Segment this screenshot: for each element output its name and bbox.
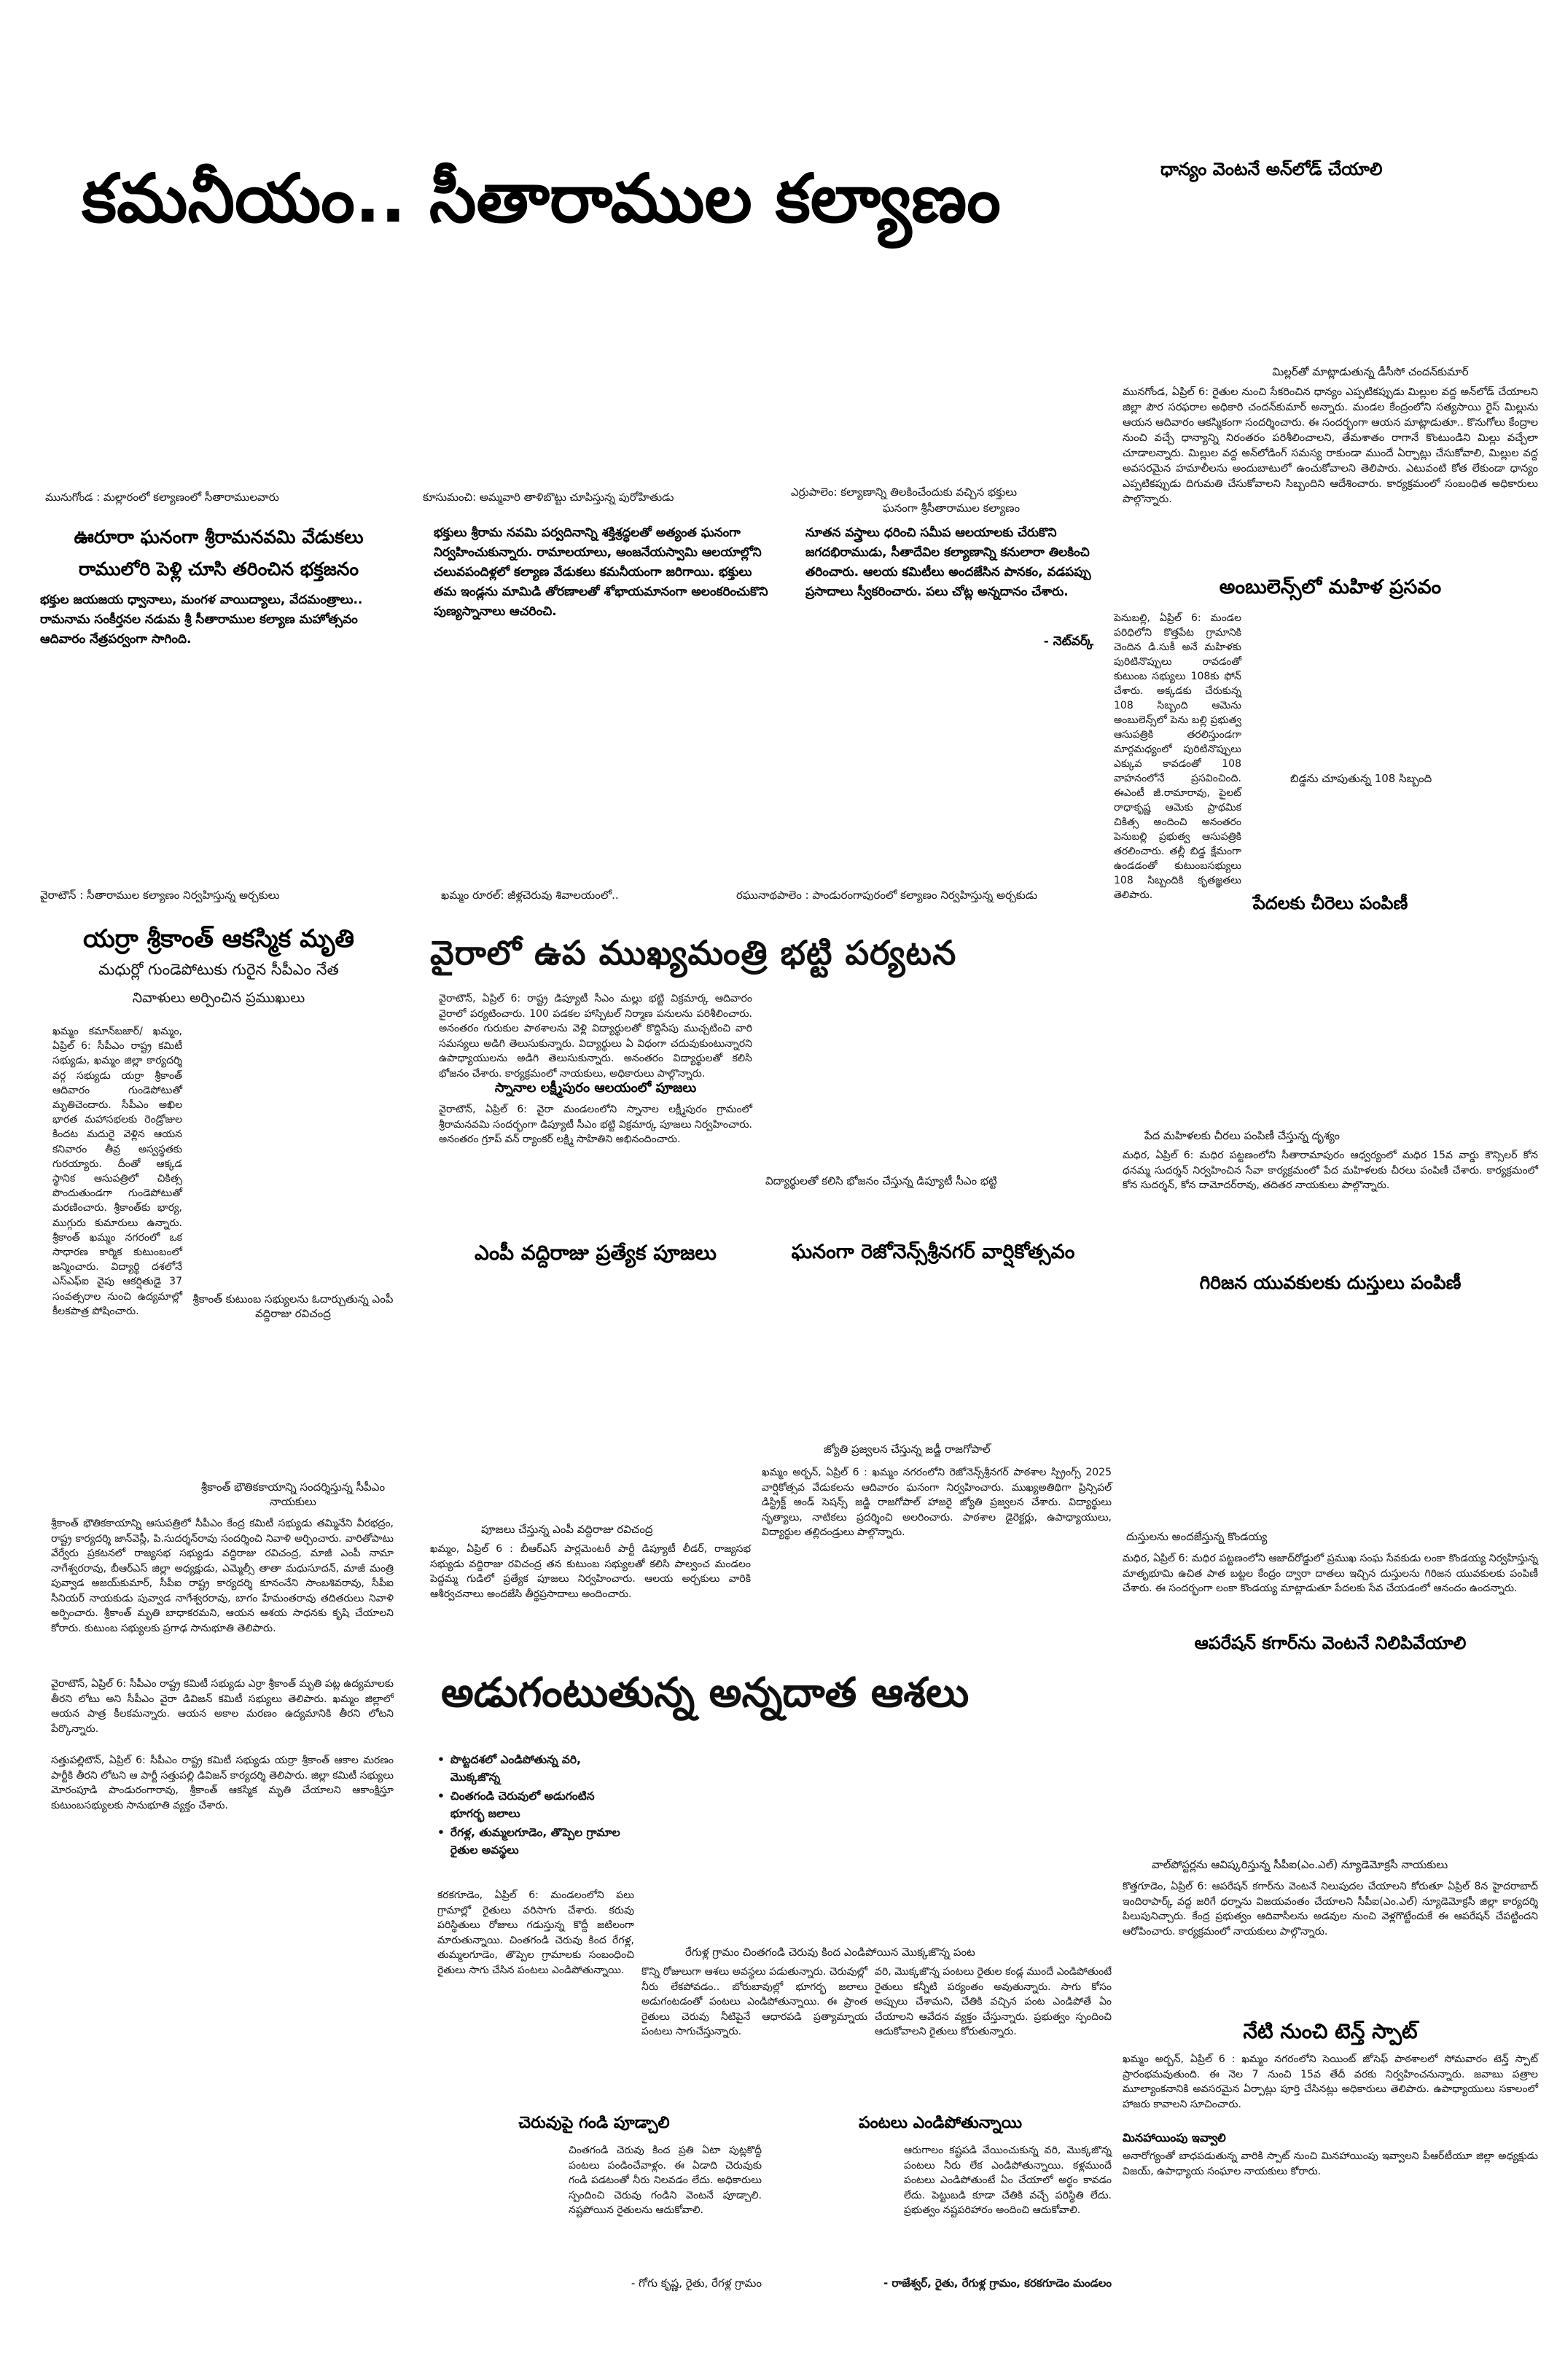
news-photo-kagar <box>1123 1669 1538 1848</box>
tribal-headline: గిరిజన యువకులకు దుస్తులు పంపిణీ <box>1199 1272 1462 1293</box>
signoff-network: - నెట్‌వర్క్ <box>1043 634 1093 649</box>
sarees-headline: పేదలకు చీరెలు పంపిణీ <box>1252 893 1408 913</box>
photo-caption-raghunathapalem: రఘునాథపాలెం : పాండురంగాపురంలో కల్యాణం నిర్వహిస్తున్న అర్చకుడు <box>736 889 1038 902</box>
farmers-bullet-list <box>437 1751 627 1859</box>
farmers-bullet-3: • రేగళ్ల, తుమ్మలగూడెం, తొప్పెల గ్రామాల రైతుల అవస్థలు <box>437 1826 620 1857</box>
kalyanam-lead-2: భక్తులు శ్రీరామ నవమి పర్వదినాన్ని శక్తిశ్రద్ధలతో అత్యంత ఘనంగా నిర్వహించుకున్నారు. రామాలయాలు, ఆంజనేయస్వామి ఆలయాల్లోని చలువపందిళ్లలో కల్యాణ వేడుకలు కమనీయంగా జరిగాయి. భక్తులు తమ ఇండ్లను మామిడి తోరణాలతో శోభాయమానంగా అలంకరించుకొని పుణ్యస్నానాలు ఆచరించి. <box>434 526 768 619</box>
news-photo-mp-pooja <box>430 1298 751 1516</box>
photo-caption-munugode: మునుగోండ : మల్లారంలో కల్యాణంలో సీతారాములవారు <box>45 491 279 504</box>
tenth-spot-body: ఖమ్మం అర్బన్, ఏప్రిల్ 6 : ఖమ్మం నగరంలోని సెయింట్ జోసెఫ్ పాఠశాలలో సోమవారం టెన్త్ స్పాట్ ప్రారంభమవుతుంది. ఈ నెల 7 నుంచి 15వ తేదీ వరకు నిర్వహించనున్నారు. జవాబు పత్రాల మూల్యాంకనానికి అవసరమైన ఏర్పాట్లు పూర్తి చేసినట్లు అధికారులు తెలిపారు. ఉపాధ్యాయులు సకాలంలో హాజరు కావాలని సూచించారు. <box>1123 2053 1538 2110</box>
news-photo-miller <box>1123 197 1538 361</box>
news-photo-farmer-1 <box>430 2143 561 2274</box>
news-photo-kalyanam-1 <box>26 332 401 488</box>
photo-caption-bhatti: విద్యార్థులతో కలిసి భోజనం చేస్తున్న డిప్యూటీ సీఎం భట్టి <box>765 1174 997 1187</box>
srikanth-body-1: ఖమ్మం కమాన్‌బజార్/ ఖమ్మం, ఏప్రిల్ 6: సీపీఎం రాష్ట్ర కమిటీ సభ్యుడు, ఖమ్మం జిల్లా కార్యదర్శి వర్గ సభ్యుడు యర్రా శ్రీకాంత్ ఆదివారం గుండెపోటుతో మృతిచెందారు. సీపీఎం అఖిల భారత మహాసభలకు రెండ్రోజుల కిందట మదురై వెళ్లిన ఆయన కనివారం తీవ్ర అస్వస్థతకు గురయ్యారు. దీంతో ఆక్కడ స్థానిక ఆసుపత్రిలో చికిత్స పొందుతుండగా గుండెపోటుతో మరణించారు. శ్రీకాంత్‌కు భార్య, ముగ్గురు కుమారులు ఉన్నారు. శ్రీకాంత్ ఖమ్మం నగరంలో ఒక సాధారణ కార్మిక కుటుంబంలో జన్మించారు. విద్యార్థి దశలోనే ఎస్‌ఎఫ్‌ఐ వైపు ఆకర్షితుడై 37 సంవత్సరాల నుంచి ఉద్యమాల్లో కీలకపాత్ర పోషించారు. <box>52 1026 182 1317</box>
news-photo-sarees <box>1123 922 1538 1119</box>
news-photo-ambulance <box>1250 611 1538 765</box>
photo-caption-dry-crops: రేగుళ్ల గ్రామం చింతగండి చెరువు కింద ఎండిపోయిన మొక్కజొన్న పంట <box>685 1946 975 1959</box>
srikanth-subheadline-1: మధుర్లో గుండెపోటుకు గురైన సీపీఎం నేత <box>98 961 339 978</box>
news-photo-srikanth-family <box>191 1024 395 1287</box>
tenth-spot-subheadline: మినహాయింపు ఇవ్వాలి <box>1123 2131 1226 2145</box>
farmers-body-1: కరకగూడెం, ఏప్రిల్ 6: మండలంలోని పలు గ్రామాల్లో రైతులు వరిసాగు చేశారు. కరువు పరిస్థితులు రోజులు గడుస్తున్న కొద్దీ జటిలంగా మారుతున్నాయి. చింతగండి చెరువు కింద రేగళ్ల, తుమ్మలగూడెం, తొప్పెల గ్రామాలకు సంబంధించి రైతులు సాగు చేసిన పంటలు ఎండిపోతున్నాయి. <box>437 1889 634 1976</box>
news-photo-wyra <box>26 692 397 881</box>
news-photo-tribal <box>1123 1305 1538 1516</box>
kalyanam-headline-2: రాములోరి పెళ్లి చూసి తరించిన భక్తజనం <box>78 558 359 580</box>
resonance-headline: ఘనంగా రెజోనెన్స్‌శ్రీనగర్ వార్షికోత్సవం <box>791 1241 1075 1263</box>
srikanth-subheadline-2: నివాళులు అర్పించిన ప్రముఖులు <box>132 990 305 1006</box>
crops-body: ఆరుగాలం కష్టపడి వేయించుకున్న వరి, మొక్కజొన్న పంటలు నీరు లేక ఎండిపోతున్నాయి. కళ్లముందే పంటలు ఎండిపోతుంటే ఏం చేయాలో అర్థం కావడం లేదు. పెట్టుబడి కూడా చేతికి వచ్చే పరిస్థితి లేదు. ప్రభుత్వం నష్టపరిహారం అందించి ఆదుకోవాలి. <box>904 2145 1112 2216</box>
photo-caption-cpm-leaders: శ్రీకాంత్ భౌతికకాయాన్ని సందర్శిస్తున్న సీపీఎం నాయకులు <box>200 1480 386 1508</box>
crops-headline: పంటలు ఎండిపోతున్నాయి <box>858 2114 1023 2132</box>
article-grain-body: మునగోండ, ఏప్రిల్ 6: రైతుల నుంచి సేకరించిన ధాన్యం ఎప్పటికప్పుడు మిల్లుల వద్ద అన్‌లోడ్ చేయాలని జిల్లా పౌర సరఫరాల అధికారి చందన్‌కుమార్ అన్నారు. మండల కేంద్రంలోని సత్యసాయి రైస్ మిల్లును ఆయన ఆదివారం ఆకస్మికంగా సందర్శించారు. ఈ సందర్భంగా ఆయన మాట్లాడుతూ.. కొనుగోలు కేంద్రాల నుంచి వచ్చే ధాన్యాన్ని నిరంతరం పరిశీలించాలని, తేమశాతం రాగానే కొంటుండిని మిల్లు వచ్చేలా చూడాలన్నారు. మిల్లుల వద్ద అన్‌లోడింగ్ సమస్య రాకుండా ముందే ఏర్పాట్లు చేసుకోవాలి, మిల్లుల వద్ద అవసరమైన హమాలీలను అందుబాటులో ఉంచుకోవాలని తెలిపారు. ఎటువంటి కోత లేకుండా ధాన్యం ఎప్పటికప్పుడు దిగుమతి చేసుకోవాలని సిబ్బందిని ఆదేశించారు. కార్యక్రమంలో సంబంధిత అధికారులు పాల్గొన్నారు. <box>1123 386 1538 505</box>
news-photo-srikanth-body <box>191 1323 395 1472</box>
bhatti-body-2: వైరాటౌన్, ఏప్రిల్ 6: వైరా మండలంలోని స్నానాల లక్ష్మీపురం గ్రామంలో శ్రీరామనవమి సందర్భంగా డిప్యూటీ సీఎం భట్టి విక్రమార్క పూజలు నిర్వహించారు. అనంతరం గ్రూప్ వన్ ర్యాంకర్ లక్ష్మి సాహితిని అభినందించారు. <box>439 1104 752 1145</box>
photo-caption-errupalem: ఎర్రుపాలెం: కల్యాణాన్ని తిలకించేందుకు వచ్చిన భక్తులు <box>791 485 1018 499</box>
bhatti-headline: వైరాలో ఉప ముఖ్యమంత్రి భట్టి పర్యటన <box>430 933 957 972</box>
farmers-body-2: కొన్ని రోజులుగా ఆశలు అవస్థలు పడుతున్నారు. చెరువుల్లో నీరు లేకపోవడం.. బోరుబావుల్లో భూగర్భ జలాలు అడుగంటడంతో పంటలు ఎండిపోతున్నాయి. ఈ ప్రాంత రైతులు చెరువు నీటిపైనే ఆధారపడి ప్రత్యామ్నాయ పంటలు సాగుచేస్తున్నారు. <box>641 1966 867 2037</box>
news-photo-kalyanam-2 <box>415 332 780 488</box>
crops-sign: - రాజేశ్వర్, రైతు, రేగుళ్ల గ్రామం, కరకగూడెం మండలం <box>883 2276 1112 2290</box>
kagar-headline: ఆపరేషన్ కగార్‌ను వెంటనే నిలిపివేయాలి <box>1194 1633 1467 1653</box>
photo-caption-sarees: పేద మహిళలకు చీరలు పంపిణీ చేస్తున్న దృశ్యం <box>1144 1129 1341 1142</box>
ambulance-headline: అంబులెన్స్‌లో మహిళ ప్రసవం <box>1219 576 1442 598</box>
news-photo-kalyanam-3 <box>787 321 1112 481</box>
photo-caption-tribal: దుస్తులను అందజేస్తున్న కొండయ్య <box>1126 1530 1268 1543</box>
lakshmipuram-subheadline: స్నానాల లక్ష్మీపురం ఆలయంలో పూజలు <box>494 1080 697 1096</box>
photo-caption-khammam-rural: ఖమ్మం రూరల్: జీళ్లచెరువు శివాలయంలో.. <box>441 889 619 902</box>
kalyanam-lead-1: భక్తుల జయజయ ధ్వానాలు, మంగళ వాయిద్యాలు, వేదమంత్రాలు.. రామనామ సంకీర్తనల నడుమ శ్రీ సీతారాముల కల్యాణ మహోత్సవం ఆదివారం నేత్రపర్వంగా సాగింది. <box>40 593 363 647</box>
srikanth-headline: యర్రా శ్రీకాంత్ ఆకస్మిక మృతి <box>83 924 354 953</box>
farmers-bullet-2: • చింతగండి చెరువులో అడుగంటిన భూగర్భ జలాలు <box>437 1790 595 1820</box>
photo-caption-resonance: జ్యోతి ప్రజ్వలన చేస్తున్న జడ్జీ రాజగోపాల్ <box>824 1443 991 1456</box>
photo-caption-mp-pooja: పూజలు చేస్తున్న ఎంపీ వద్దిరాజు రవిచంద్ర <box>481 1523 653 1536</box>
photo-caption-wyra: వైరాటౌన్ : సీతారాముల కల్యాణం నిర్వహిస్తున్న అర్చకులు <box>40 889 280 902</box>
srikanth-body-3: వైరాటౌన్, ఏప్రిల్ 6: సీపీఎం రాష్ట్ర కమిటీ సభ్యుడు ఎర్రా శ్రీకాంత్ మృతి పట్ల ఉద్యమాలకు తీరని లోటు అని సీపీఎం వైరా డివిజన్ కమిటీ సభ్యులు తెలిపారు. ఖమ్మం జిల్లాలో ఆయన పాత్ర కీలకమన్నారు. ఆయన అకాల మరణం ఉద్యమానికి తీరని లోటని పేర్కొన్నారు. <box>51 1678 394 1735</box>
sarees-body: మధిర, ఏప్రిల్ 6: మధిర పట్టణంలోని సీతారామాపురం ఆధ్వర్యంలో మధిర 15వ వార్డు కౌన్సిలర్ కోన ధనమ్మ సుదర్శన్ నిర్వహించిన సేవా కార్యక్రమంలో పేద మహిళలకు చీరలు పంపిణీ చేశారు. కార్యక్రమంలో కోన సుదర్శన్, కోన దామోదర్‌రావు, తదితర నాయకులు పాల్గొన్నారు. <box>1123 1150 1538 1191</box>
ambulance-body-left: పెనుబల్లి, ఏప్రిల్ 6: మండల పరిధిలోని కొత్తపేట గ్రామానికి చెందిన డి.సుకీ అనే మహిళకు పురిటినొప్పులు రావడంతో కుటుంబ సభ్యులు 108కు ఫోన్ చేశారు. అక్కడకు చేరుకున్న 108 సిబ్బంది ఆమెను అంబులెన్స్‌లో పెను బల్లి ప్రభుత్వ ఆసుపత్రికి తరలిస్తుండగా మార్గమధ్యంలో పురిటినొప్పులు ఎక్కువ కావడంతో 108 వాహనంలోనే ప్రసవించింది. ఈఎంటీ జీ.రామారావు, పైలట్ రాధాకృష్ణ ఆమెకు ప్రాథమిక చికిత్స అందించి అనంతరం పెనుబల్లి ప్రభుత్వ ఆసుపత్రికి తరలించారు. తల్లీ బిడ్డ క్షేమంగా ఉండడంతో కుటుంబసభ్యులు 108 సిబ్బందికి కృతజ్ఞతలు తెలిపారు. <box>1114 612 1241 901</box>
main-headline: కమనీయం.. సీతారాముల కల్యాణం <box>82 160 1001 238</box>
pond-body: చింతగండి చెరువు కింద ప్రతి ఏటా పుట్లకొద్దీ పంటలు పండించేవాళ్లం. ఈ ఏడాది చెరువుకు గండి పడటంతో నీరు నిలవడం లేదు. అధికారులు స్పందించి చెరువు గండిని వెంటనే పూడ్చాలి. నష్టపోయిన రైతులను ఆదుకోవాలి. <box>569 2145 762 2216</box>
pond-headline: చెరువుపై గండి పూడ్చాలి <box>518 2114 670 2132</box>
news-photo-raghunathapalem <box>754 692 1112 881</box>
news-photo-khammam-rural <box>408 692 751 881</box>
photo-caption-ambulance: బిడ్డను చూపుతున్న 108 సిబ్బంది <box>1290 772 1432 785</box>
photo-caption-kusumanchi: కూసుమంచి: అమ్మవారి తాళిబొట్టు చూపిస్తున్న పురోహితుడు <box>423 491 674 504</box>
news-photo-dry-crops <box>641 1749 1112 1935</box>
bhatti-body-1: వైరాటౌన్, ఏప్రిల్ 6: రాష్ట్ర డిప్యూటీ సీఎం మల్లు భట్టి విక్రమార్క ఆదివారం వైరాలో పర్యటించారు. 100 పడకల హాస్పిటల్ నిర్మాణ పనులను పరిశీలించారు. అనంతరం గురుకుల పాఠశాలను వెళ్లి విద్యార్థులతో కొద్దిసేపు ముచ్చటించి వారి సమస్యలు అడిగి తెలుసుకున్నారు. విద్యార్థులు ఏ విధంగా చదువుకుంటున్నారని ఉపాధ్యాయులను అడిగి తెలుసుకున్నారు. అనంతరం విద్యార్థులతో కలిసి భోజనం చేశారు. కార్యక్రమంలో నాయకులు, అధికారులు పాల్గొన్నారు. <box>439 993 752 1080</box>
photo-caption-srikanth-family: శ్రీకాంత్ కుటుంబ సభ్యులను ఓదార్చుతున్న ఎంపీ వద్దిరాజు రవిచంద్ర <box>192 1292 394 1320</box>
srikanth-body-4: సత్తుపల్లిటౌన్, ఏప్రిల్ 6: సీపీఎం రాష్ట్ర కమిటీ సభ్యుడు యర్రా శ్రీకాంత్ ఆకాల మరణం పార్టీకి తీరని లోటని ఆ పార్టీ సత్తుపల్లి డివిజన్ కార్యదర్శి తెలిపారు. జిల్లా కమిటీ సభ్యులు మోరంపూడి పాండురంగారావు, శ్రీకాంత్ ఆకస్మిక మృతి చేయాలని ఆకాంక్షిస్తూ కుటుంబసభ్యులకు సానుభూతి వ్యక్తం చేశారు. <box>51 1755 394 1811</box>
mp-pooja-body: ఖమ్మం, ఏప్రిల్ 6 : బీఆర్ఎస్ పార్లమెంటరీ పార్టీ డిప్యూటీ లీడర్, రాజ్యసభ సభ్యుడు వద్దిరాజు రవిచంద్ర తన కుటుంబ సభ్యులతో కలిసి పాల్వంచ మండలం పెద్దమ్మ గుడిలో ప్రత్యేక పూజలు నిర్వహించారు. ఆలయ అర్చకులు వారికి ఆశీర్వచనాలు అందజేసి తీర్థప్రసాదాలు అందించారు. <box>430 1543 751 1600</box>
tribal-body: మధిర, ఏప్రిల్ 6: మధిర పట్టణంలోని ఆజాద్‌రోడ్డులో ప్రముఖ సంఘ సేవకుడు లంకా కొండయ్య నిర్వహిస్తున్న మాతృభూమి ఉచిత పాత బట్టల కేంద్రం ద్వారా దాతలు ఇచ్చిన దుస్తులను గిరిజన యువకులకు పంపిణీ చేశారు. ఈ సందర్భంగా లంకా కొండయ్య మాట్లాడుతూ పేదలకు సేవ చేయడంలో ఆనందం ఉందన్నారు. <box>1123 1553 1538 1594</box>
farmers-body-3: వరి, మొక్కజొన్న పంటలు రైతుల కండ్ల ముందే ఎండిపోతుంటే రైతులు కన్నీటి పర్యంతం అవుతున్నారు. సాగు కోసం అప్పులు చేశామని, చేతికి వచ్చిన పంట ఎండిపోతే ఏం చేయాలని ఆవేదన వ్యక్తం చేస్తున్నారు. ప్రభుత్వం స్పందించి ఆదుకోవాలని రైతులు కోరుతున్నారు. <box>875 1966 1112 2037</box>
kalyanam-lead-3: నూతన వస్త్రాలు ధరించి సమీప ఆలయాలకు చేరుకొని జగదభిరాముడు, సీతాదేవిల కల్యాణాన్ని కనులారా తిలకించి తరించారు. ఆలయ కమిటీలు అందజేసిన పానకం, వడపప్పు ప్రసాదాలు స్వీకరించారు. పలు చోట్ల అన్నదానం చేశారు. <box>805 526 1091 599</box>
farmers-bullet-1: • పొట్టదశలో ఎండిపోతున్న వరి, మొక్కజొన్న <box>437 1753 582 1784</box>
srikanth-body-2: శ్రీకాంత్ భౌతికకాయాన్ని ఆసుపత్రిలో సీపీఎం కేంద్ర కమిటీ సభ్యుడు తమ్మినేని వీరభద్రం, రాష్ట్ర కార్యదర్శి జాన్‌వెస్లీ, పి.సుదర్శన్‌రావు సందర్శించి నివాళి అర్పించారు. వారితోపాటు వేర్వేరు ప్రకటనలో రాజ్యసభ సభ్యుడు వద్దిరాజు రవిచంద్ర, మాజీ ఎంపీ నామా నాగేశ్వరరావు, బీఆర్ఎస్ జిల్లా అధ్యక్షుడు, ఎమ్మెల్సీ తాతా మధుసూదన్, మాజీ మంత్రి పువ్వాడ అజయ్‌కుమార్, సీపీఐ రాష్ట్ర కార్యదర్శి కూనంనేని సాంబశివరావు, సీపీఐ సీనియర్ నాయకుడు పువ్వాడ నాగేశ్వరరావు, బాగం హేమంతరావు తదితరులు నివాళి అర్పించారు. శ్రీకాంత్ మృతి బాధాకరమని, ఆయన ఆశయ సాధనకు కృషి చేయాలని కోరారు. కుటుంబ సభ్యులకు ప్రగాఢ సానుభూతి తెలిపారు. <box>51 1518 394 1634</box>
photo-caption-kagar: వాల్‌పోస్టర్లను ఆవిష్కరిస్తున్న సీపీఐ(ఎం.ఎల్) న్యూడెమోక్రసీ నాయకులు <box>1152 1858 1448 1871</box>
resonance-body: ఖమ్మం అర్బన్, ఏప్రిల్ 6 : ఖమ్మం నగరంలోని రెజోనెన్స్‌శ్రీనగర్ పాఠశాల స్ప్రింగ్స్ 2025 వార్షికోత్సవ వేడుకలను ఆదివారం ఘనంగా నిర్వహించారు. ముఖ్యఅతిథిగా ప్రిన్సిపల్ డిస్ట్రిక్ట్ అండ్ సెషన్స్ జడ్జి రాజగోపాల్ హాజరై జ్యోతి ప్రజ్వలన చేశారు. విద్యార్థులు నృత్యాలు, నాటికలు ప్రదర్శించి అలరించారు. పాఠశాల డైరెక్టర్లు, ఉపాధ్యాయులు, విద్యార్థుల తల్లిదండ్రులు పాల్గొన్నారు. <box>762 1467 1112 1538</box>
mp-pooja-headline: ఎంపీ వద్దిరాజు ప్రత్యేక పూజలు <box>475 1241 717 1265</box>
right-top-headline: ధాన్యం వెంటనే అన్‌లోడ్ చేయాలి <box>1160 159 1383 179</box>
tenth-spot-headline: నేటి నుంచి టెన్త్ స్పాట్ <box>1243 2019 1418 2043</box>
tenth-spot-body-2: అనారోగ్యంతో బాధపడుతున్న వారికి స్పాట్ నుంచి మినహాయింపు ఇవ్వాలని పీఆర్‌టీయూ జిల్లా అధ్యక్షుడు విజయ్, ఉపాధ్యాయ సంఘాల నాయకులు కోరారు. <box>1123 2150 1538 2177</box>
pond-sign: - గోగు కృష్ణ, రైతు, రేగళ్ల గ్రామం <box>631 2276 762 2290</box>
news-photo-farmer-2 <box>769 2143 900 2274</box>
kalyanam-headline-1: ఊరూరా ఘనంగా శ్రీరామనవమి వేడుకలు <box>74 526 364 547</box>
farmers-headline: అడుగంటుతున్న అన్నదాత ఆశలు <box>441 1669 969 1717</box>
news-photo-bhatti <box>762 991 1104 1159</box>
news-photo-resonance <box>762 1298 1112 1436</box>
photo-caption-miller: మిల్లర్‌తో మాట్లాడుతున్న డీసీసో చందన్‌కుమార్ <box>1272 365 1469 378</box>
kagar-body: కొత్తగూడెం, ఏప్రిల్ 6: ఆపరేషన్ కగార్‌ను వెంటనే నిలుపుదల చేయాలని కోరుతూ ఏప్రిల్ 8న హైదరాబాద్ ఇందిరాపార్క్ వద్ద జరిగే ధర్నాను విజయవంతం చేయాలని సీపీఐ(ఎం.ఎల్) న్యూడెమోక్రసీ జిల్లా కార్యదర్శి పిలుపునిచ్చారు. కేంద్ర ప్రభుత్వం ఆదివాసీలను అడవుల నుంచి వెళ్లగొట్టేందుకే ఈ ఆపరేషన్ చేపట్టిందని ఆరోపించారు. కార్యక్రమంలో నాయకులు పాల్గొన్నారు. <box>1123 1881 1538 1938</box>
photo-caption-errupalem-2: ఘనంగా శ్రీసీతారాముల కల్యాణం <box>882 502 1021 515</box>
